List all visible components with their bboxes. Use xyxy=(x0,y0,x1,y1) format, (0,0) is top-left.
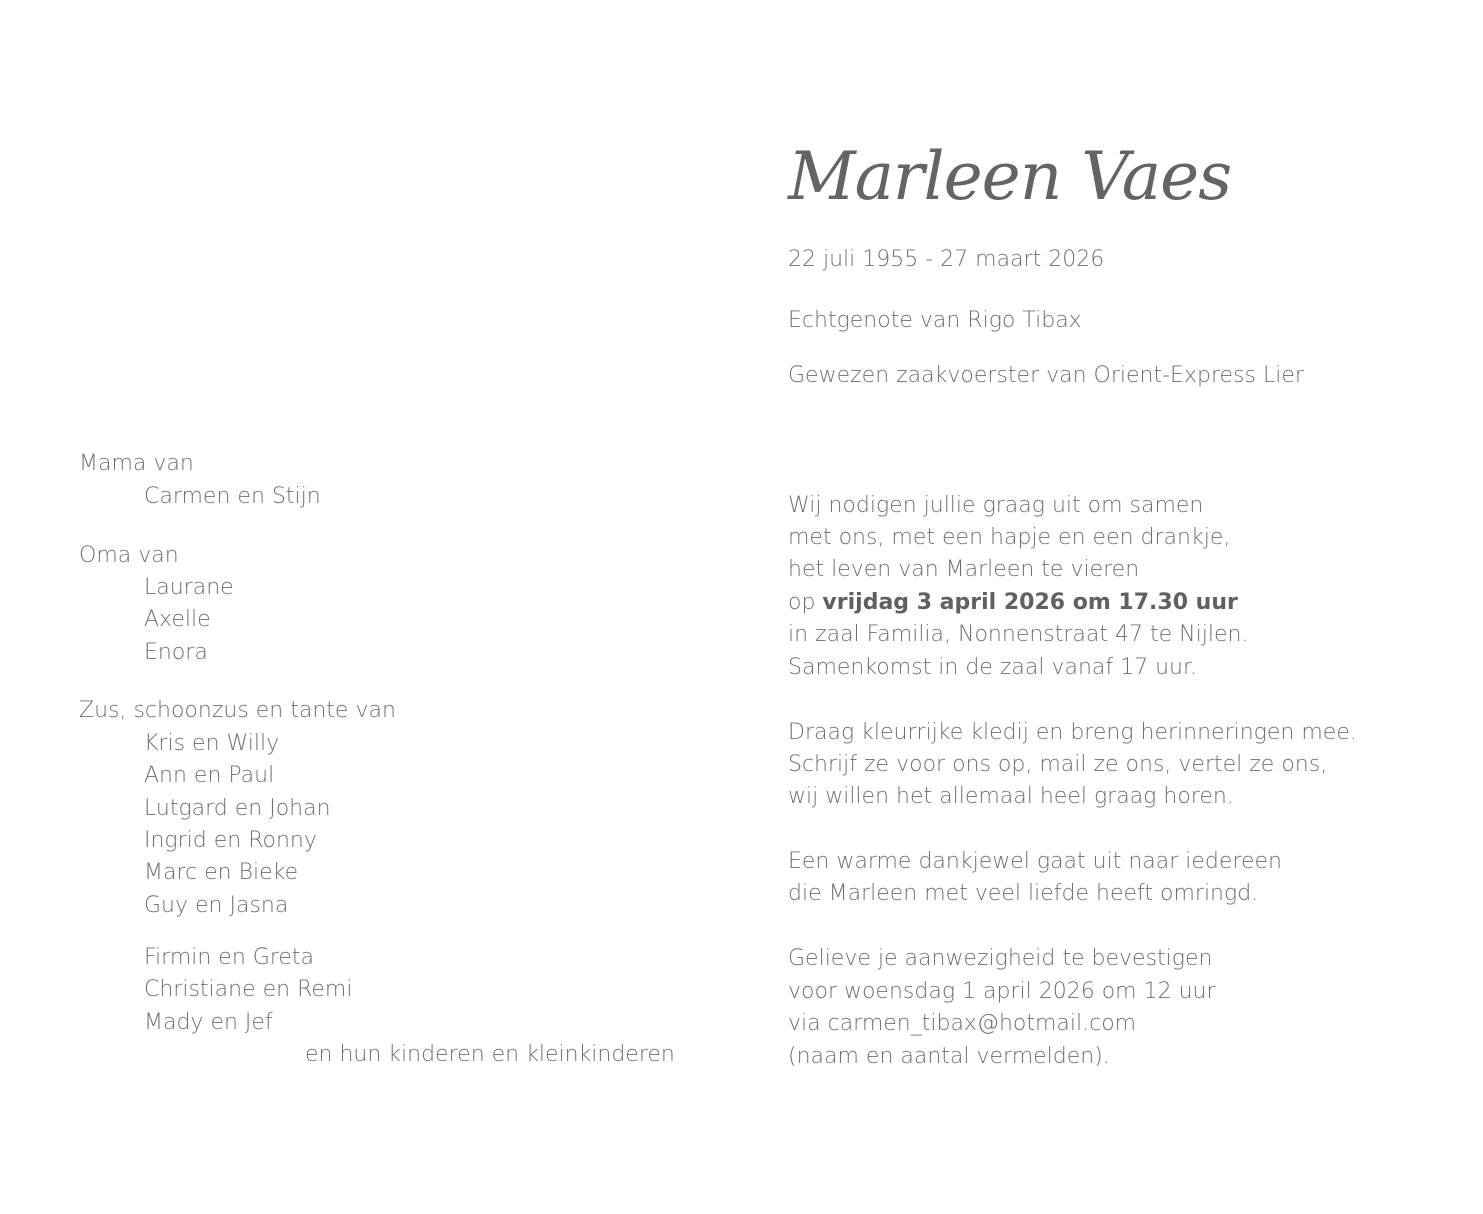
sibling-item: Ingrid en Ronny xyxy=(144,828,317,853)
sibling-item: Lutgard en Johan xyxy=(144,796,331,821)
child-item: Carmen en Stijn xyxy=(144,484,321,509)
grandchild-item: Laurane xyxy=(144,575,234,600)
in-law-item: Firmin en Greta xyxy=(144,945,315,970)
dresscode-line: wij willen het allemaal heel graag horen. xyxy=(788,784,1234,809)
occupation-line: Gewezen zaakvoerster van Orient-Express Lier xyxy=(788,363,1304,388)
invitation-line: Wij nodigen jullie graag uit om samen xyxy=(788,493,1204,518)
sibling-item: Guy en Jasna xyxy=(144,893,289,918)
mama-heading: Mama van xyxy=(79,451,194,476)
invitation-date-prefix: op xyxy=(788,590,823,615)
rsvp-email: via carmen_tibax@hotmail.com xyxy=(788,1011,1137,1036)
rsvp-line: (naam en aantal vermelden). xyxy=(788,1044,1110,1069)
descendants-line: en hun kinderen en kleinkinderen xyxy=(305,1042,675,1067)
dresscode-line: Draag kleurrijke kledij en breng herinneringen mee. xyxy=(788,720,1357,745)
thanks-line: die Marleen met veel liefde heeft omringd. xyxy=(788,881,1259,906)
invitation-line: het leven van Marleen te vieren xyxy=(788,557,1140,582)
sibling-item: Marc en Bieke xyxy=(144,860,299,885)
invitation-gathering: Samenkomst in de zaal vanaf 17 uur. xyxy=(788,655,1197,680)
spouse-line: Echtgenote van Rigo Tibax xyxy=(788,308,1082,333)
invitation-date-line xyxy=(788,587,1238,619)
rsvp-line: Gelieve je aanwezigheid te bevestigen xyxy=(788,946,1213,971)
invitation-venue: in zaal Familia, Nonnenstraat 47 te Nijlen. xyxy=(788,622,1249,647)
thanks-line: Een warme dankjewel gaat uit naar iedereen xyxy=(788,849,1283,874)
in-law-item: Christiane en Remi xyxy=(144,977,353,1002)
in-law-item: Mady en Jef xyxy=(144,1010,273,1035)
invitation-line: met ons, met een hapje en een drankje, xyxy=(788,525,1231,550)
life-dates: 22 juli 1955 - 27 maart 2026 xyxy=(788,247,1105,272)
sibling-item: Ann en Paul xyxy=(144,763,275,788)
grandchild-item: Enora xyxy=(144,640,208,665)
sibling-item: Kris en Willy xyxy=(144,731,280,756)
rsvp-line: voor woensdag 1 april 2026 om 12 uur xyxy=(788,979,1216,1004)
invitation-date-bold: vrijdag 3 april 2026 om 17.30 uur xyxy=(822,590,1238,615)
deceased-name: Marleen Vaes xyxy=(788,138,1232,215)
grandchild-item: Axelle xyxy=(144,607,211,632)
dresscode-line: Schrijf ze voor ons op, mail ze ons, vertel ze ons, xyxy=(788,752,1328,777)
siblings-heading: Zus, schoonzus en tante van xyxy=(79,698,396,723)
oma-heading: Oma van xyxy=(79,543,179,568)
